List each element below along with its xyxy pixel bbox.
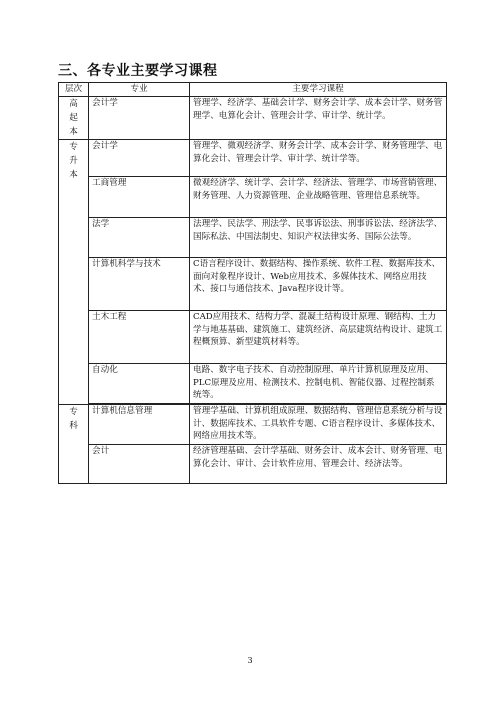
major-cell: 自动化 (89, 364, 190, 404)
level-label: 高起本 (69, 99, 78, 137)
table-row (59, 218, 447, 258)
table-row (59, 405, 447, 445)
level-cell (59, 405, 89, 484)
table-row (59, 364, 447, 404)
table-row (59, 445, 447, 484)
header-courses: 主要学习课程 (190, 83, 447, 97)
section-heading: 三、各专业主要学习课程 (58, 63, 218, 79)
major-cell: 会计学 (89, 140, 190, 177)
table-row (59, 97, 447, 140)
table-row (59, 140, 447, 177)
table-row (59, 177, 447, 218)
header-level: 层次 (59, 83, 89, 97)
level-label: 专科 (69, 407, 78, 431)
courses-cell: 经济管理基础、会计学基础、财务会计、成本会计、财务管理、电算化会计、审计、会计软件应用、管理会计、经济法等。 (190, 445, 447, 484)
header-major: 专业 (89, 83, 190, 97)
table-header-row (59, 83, 447, 97)
courses-cell: 管理学、微观经济学、财务会计学、成本会计学、财务管理学、电算化会计、管理会计学、审计学、统计学等。 (190, 140, 447, 177)
courses-cell: 管理学基础、计算机组成原理、数据结构、管理信息系统分析与设计、数据库技术、工具软件专题、C语言程序设计、多媒体技术、网络应用技术等。 (190, 405, 447, 445)
courses-cell: 法理学、民法学、刑法学、民事诉讼法、刑事诉讼法、经济法学、国际私法、中国法制史、知识产权法律实务、国际公法等。 (190, 218, 447, 258)
courses-cell: 电路、数字电子技术、自动控制原理、单片计算机原理及应用、PLC原理及应用、检测技术、控制电机、智能仪器、过程控制系统等。 (190, 364, 447, 404)
level-cell (59, 97, 89, 140)
courses-table (58, 82, 447, 484)
level-label: 专升本 (69, 142, 78, 180)
level-cell (59, 140, 89, 405)
major-cell: 会计 (89, 445, 190, 484)
courses-cell: 微观经济学、统计学、会计学、经济法、管理学、市场营销管理、财务管理、人力资源管理、企业战略管理、管理信息系统等。 (190, 177, 447, 218)
courses-cell: CAD应用技术、结构力学、混凝土结构设计原理、钢结构、土力学与地基基础、建筑施工、建筑经济、高层建筑结构设计、建筑工程概预算、新型建筑材料等。 (190, 311, 447, 364)
courses-cell: 管理学、经济学、基础会计学、财务会计学、成本会计学、财务管理学、电算化会计、管理会计学、审计学、统计学。 (190, 97, 447, 140)
major-cell: 土木工程 (89, 311, 190, 364)
courses-cell: C语言程序设计、数据结构、操作系统、软件工程、数据库技术、面向对象程序设计、Web应用技术、多媒体技术、网络应用技术、接口与通信技术、Java程序设计等。 (190, 258, 447, 311)
major-cell: 计算机科学与技术 (89, 258, 190, 311)
major-cell: 计算机信息管理 (89, 405, 190, 445)
major-cell: 会计学 (89, 97, 190, 140)
major-cell: 法学 (89, 218, 190, 258)
table-row (59, 311, 447, 364)
page-number: 3 (247, 656, 253, 665)
major-cell: 工商管理 (89, 177, 190, 218)
table-row (59, 258, 447, 311)
